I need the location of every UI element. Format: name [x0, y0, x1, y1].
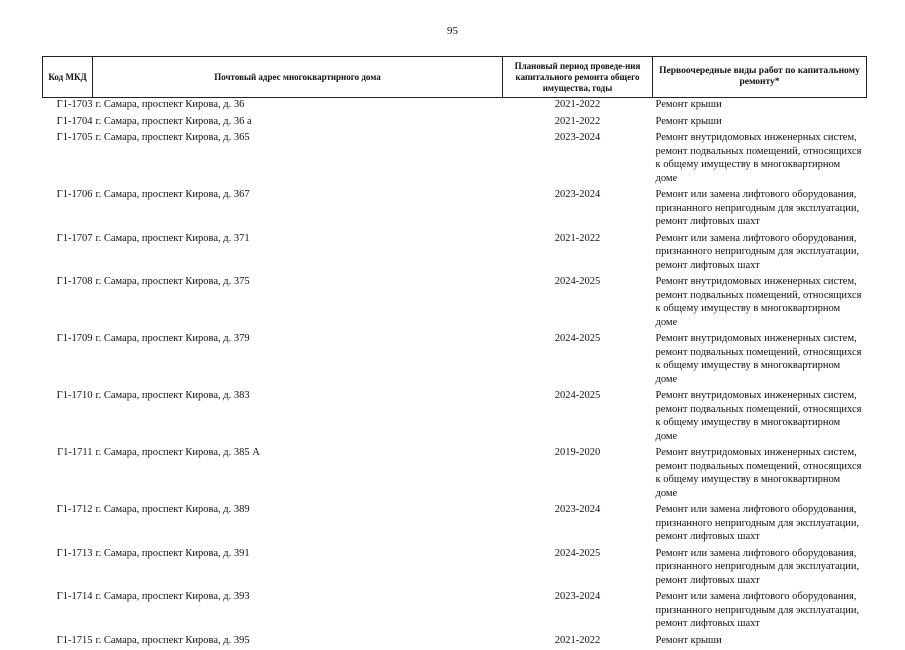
table-row — [43, 503, 867, 547]
cell-works: Ремонт внутридомовых инженерных систем, ремонт подвальных помещений, относящихся к общему имуществу в многоквартирном доме — [653, 389, 867, 446]
table-row — [43, 188, 867, 232]
cell-address: г. Самара, проспект Кирова, д. 371 — [93, 232, 503, 276]
cell-period: 2023-2024 — [503, 590, 653, 634]
cell-code: Г1-1711 — [43, 446, 93, 503]
cell-works: Ремонт крыши — [653, 115, 867, 132]
cell-code: Г1-1707 — [43, 232, 93, 276]
cell-works: Ремонт внутридомовых инженерных систем, ремонт подвальных помещений, относящихся к общему имуществу в многоквартирном доме — [653, 332, 867, 389]
table-row — [43, 332, 867, 389]
cell-period: 2024-2025 — [503, 275, 653, 332]
cell-address: г. Самара, проспект Кирова, д. 375 — [93, 275, 503, 332]
cell-code: Г1-1704 — [43, 115, 93, 132]
cell-address: г. Самара, проспект Кирова, д. 395 — [93, 634, 503, 650]
cell-period: 2024-2025 — [503, 547, 653, 591]
cell-code: Г1-1714 — [43, 590, 93, 634]
header-period: Плановый период проведе-ния капитального ремонта общего имущества, годы — [503, 57, 653, 98]
cell-period: 2024-2025 — [503, 332, 653, 389]
table-row — [43, 389, 867, 446]
cell-period: 2021-2022 — [503, 634, 653, 650]
cell-code: Г1-1703 — [43, 98, 93, 115]
cell-code: Г1-1710 — [43, 389, 93, 446]
cell-period: 2021-2022 — [503, 115, 653, 132]
table-row — [43, 275, 867, 332]
cell-period: 2021-2022 — [503, 232, 653, 276]
cell-works: Ремонт крыши — [653, 634, 867, 650]
table-row — [43, 131, 867, 188]
table-row — [43, 98, 867, 115]
cell-address: г. Самара, проспект Кирова, д. 379 — [93, 332, 503, 389]
cell-works: Ремонт или замена лифтового оборудования, признанного непригодным для эксплуатации, ремонт лифтовых шахт — [653, 503, 867, 547]
cell-address: г. Самара, проспект Кирова, д. 365 — [93, 131, 503, 188]
table-row — [43, 590, 867, 634]
table-header — [43, 57, 867, 98]
header-address: Почтовый адрес многоквартирного дома — [93, 57, 503, 98]
cell-period: 2019-2020 — [503, 446, 653, 503]
header-code: Код МКД — [43, 57, 93, 98]
cell-address: г. Самара, проспект Кирова, д. 367 — [93, 188, 503, 232]
cell-period: 2023-2024 — [503, 131, 653, 188]
cell-period: 2024-2025 — [503, 389, 653, 446]
cell-period: 2021-2022 — [503, 98, 653, 115]
cell-works: Ремонт или замена лифтового оборудования, признанного непригодным для эксплуатации, ремонт лифтовых шахт — [653, 590, 867, 634]
page-number: 95 — [0, 25, 905, 37]
cell-code: Г1-1712 — [43, 503, 93, 547]
cell-works: Ремонт крыши — [653, 98, 867, 115]
header-works: Первоочередные виды работ по капитальному ремонту* — [653, 57, 867, 98]
cell-works: Ремонт или замена лифтового оборудования, признанного непригодным для эксплуатации, ремонт лифтовых шахт — [653, 232, 867, 276]
cell-address: г. Самара, проспект Кирова, д. 393 — [93, 590, 503, 634]
cell-code: Г1-1705 — [43, 131, 93, 188]
cell-address: г. Самара, проспект Кирова, д. 391 — [93, 547, 503, 591]
cell-address: г. Самара, проспект Кирова, д. 389 — [93, 503, 503, 547]
cell-address: г. Самара, проспект Кирова, д. 383 — [93, 389, 503, 446]
cell-code: Г1-1706 — [43, 188, 93, 232]
cell-code: Г1-1713 — [43, 547, 93, 591]
cell-code: Г1-1715 — [43, 634, 93, 650]
cell-period: 2023-2024 — [503, 188, 653, 232]
table-row — [43, 634, 867, 650]
cell-works: Ремонт внутридомовых инженерных систем, ремонт подвальных помещений, относящихся к общему имуществу в многоквартирном доме — [653, 446, 867, 503]
table-row — [43, 232, 867, 276]
table-body — [43, 98, 867, 650]
cell-works: Ремонт или замена лифтового оборудования, признанного непригодным для эксплуатации, ремонт лифтовых шахт — [653, 547, 867, 591]
cell-works: Ремонт внутридомовых инженерных систем, ремонт подвальных помещений, относящихся к общему имуществу в многоквартирном доме — [653, 131, 867, 188]
cell-code: Г1-1709 — [43, 332, 93, 389]
cell-address: г. Самара, проспект Кирова, д. 36 — [93, 98, 503, 115]
table-row — [43, 547, 867, 591]
cell-address: г. Самара, проспект Кирова, д. 36 а — [93, 115, 503, 132]
cell-works: Ремонт внутридомовых инженерных систем, ремонт подвальных помещений, относящихся к общему имуществу в многоквартирном доме — [653, 275, 867, 332]
cell-works: Ремонт или замена лифтового оборудования, признанного непригодным для эксплуатации, ремонт лифтовых шахт — [653, 188, 867, 232]
table-row — [43, 115, 867, 132]
cell-code: Г1-1708 — [43, 275, 93, 332]
repair-schedule-table — [42, 56, 867, 650]
cell-period: 2023-2024 — [503, 503, 653, 547]
table-row — [43, 446, 867, 503]
cell-address: г. Самара, проспект Кирова, д. 385 А — [93, 446, 503, 503]
